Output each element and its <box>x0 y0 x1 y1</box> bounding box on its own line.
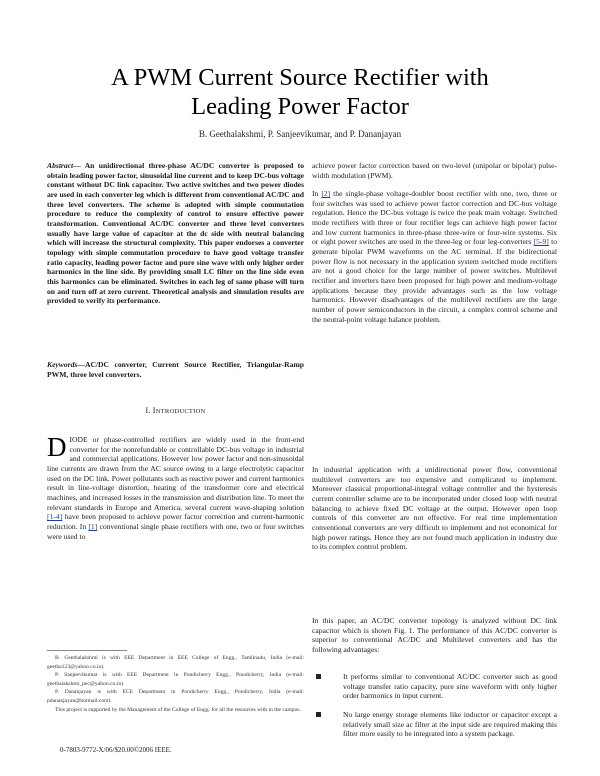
list-item <box>312 710 557 739</box>
advantages-list <box>312 672 557 748</box>
list-item <box>312 672 557 701</box>
list-item-text: No large energy storage elements like inductor or capacitor except a relatively small size ac filter at the input side are required making this filter more easily to be integrated into a system package. <box>343 709 557 739</box>
author-list: B. Geethalakshmi, P. Sanjeevikumar, and P. Dananjayan <box>198 129 402 139</box>
intro-text-a: IODE or phase-controlled rectifiers are widely used in the front-end converter for the nonrefundable or controllable DC-bus voltage in industrial and commercial applications. However low power factor and non-sinusoidal line currents are drawn from the AC source owing to a large electrolytic capacitor used on the DC link. Power pollutants such as reactive power and current harmonics result in line-voltage distortion, heating of the transformer core and electrical machines, and increased losses in the transmission and distribution line. To meet the relevant standards in Europe and America, several current wave-shaping solution <box>47 435 304 512</box>
footnotes <box>47 654 304 714</box>
abstract-text: — An unidirectional three-phase AC/DC converter is proposed to obtain leading power factor, sinusoidal line current and to keep DC-bus voltage constant without DC link capacitor. Two active switches and two power diodes are used in each converter leg which is different from conventional AC/DC and three level converters. The scheme is adopted with simple commutation procedure to reduce the complexity of control to ensure effective power transformation. Conventional AC/DC converter and three level converters usually have large value of capacitor at the dc side with neutral balancing which will increase the structural complexity. This paper endorses a converter topology with simple commutation procedure to have good voltage transfer ratio capacity, leading power factor and pure sine wave with only higher order harmonics in the line side. By providing small LC filter on the line side even this harmonics can be eliminated. Switches in each leg of same phase will turn on and turn off at zero current. Theoretical analysis and simulation results are provided to verify its performance. <box>47 161 304 306</box>
footnote: P. Dananjayan is with ECE Department in Pondicherry Engg., Pondicherry, India (e-mail: pdananjayan@hotmail.com). <box>47 689 304 704</box>
section-title-initial: I <box>152 406 156 415</box>
body-text: to generate bipolar PWM waveforms on the AC terminal. If the bidirectional power flow is not necessary in the application system switched mode rectifiers are not a good choice for the large number of power switches. Multilevel rectifier and inverters have been proposed for high power and medium-voltage applications because they provide advantages such as the low voltage harmonics. However disadvantages of the multilevel rectifiers are the large number of power semiconductors in the circuit, a complex control scheme and the neutral-point voltage balance problem. <box>312 237 557 324</box>
paper-title-line-1: A PWM Current Source Rectifier with <box>111 64 489 91</box>
keywords-text: —AC/DC converter, Current Source Rectifier, Triangular-Ramp PWM, three level converters. <box>47 360 304 379</box>
footnote-divider <box>47 650 127 651</box>
body-text: the single-phase voltage-doubler boost rectifier with one, two, three or four switches was used to achieve power factor correction and DC-bus voltage regulation. Hence the DC-bus voltage is twice the peak main voltage. Switched mode rectifiers with three or four rectifier legs can achieve high power factor and low current harmonics in three-phase three-wire or four-wire systems. Six or eight power switches are used in the three-leg or four leg-converters <box>312 189 557 247</box>
citation-link[interactable]: [1] <box>88 521 98 531</box>
footnote: B. Geethalakshmi is with EEE Department in EEE College of Engg., Tamilnadu, India (e-mail: geetha123@yahoo.co.in). <box>47 655 304 670</box>
citation-link[interactable]: [2] <box>321 189 331 198</box>
section-heading-introduction <box>47 406 304 415</box>
abstract-label: Abstract <box>47 161 74 170</box>
list-item-text: It performs similar to conventional AC/DC converter such as good voltage transfer ratio capacity, pure sine waveform with only higher order harmonics in input current. <box>343 672 557 701</box>
section-title-rest: NTRODUCTION <box>155 408 206 415</box>
isbn-line: 0-7803-9772-X/06/$20.00©2006 IEEE. <box>60 746 172 754</box>
bullet-square-icon <box>316 674 321 679</box>
body-paragraph: achieve power factor correction based on two-level (unipolar or bipolar) pulse-width modulation (PWM). <box>312 161 557 180</box>
keywords <box>47 360 304 379</box>
body-paragraph: In this paper, an AC/DC converter topology is analyzed without DC link capacitor which is shown Fig. 1. The performance of this AC/DC converter is superior to conventional AC/DC and Multilevel converters and has the following advantages: <box>312 616 557 654</box>
body-paragraph <box>312 189 557 324</box>
drop-cap: D <box>47 432 67 462</box>
section-numeral: I. <box>145 406 153 415</box>
intro-text-b: have been proposed to achieve power factor correction and current-harmonic reduction. In <box>47 512 304 531</box>
body-text: In <box>312 189 322 198</box>
bullet-square-icon <box>316 712 321 717</box>
introduction-paragraph <box>47 432 304 541</box>
intro-text-c: conventional single phase rectifiers with one, two or four switches were used to <box>47 521 304 541</box>
paper-title-line-2: Leading Power Factor <box>191 93 409 120</box>
footnote: This project is supported by the Management of the College of Engg. for all the resources with in the campus. <box>55 706 301 713</box>
citation-link[interactable]: [1-4] <box>47 512 63 522</box>
keywords-label: Keywords <box>47 360 78 369</box>
footnote: P. Sanjeevikumar is with EEE Department in Pondicherry Engg., Pondicherry, India (e-mail: geethalakshmi_pec@yahoo.co.in). <box>47 672 304 687</box>
abstract <box>47 161 304 306</box>
body-paragraph: In industrial application with a unidirectional power flow, conventional multilevel converters are too expensive and complicated to implement. Moreover classical proportional-integral voltage controller and the hysteresis current controller scheme are to be incorporated under closed loop with neutral balancing to achieve fixed DC voltage at the output. However open loop controls of this converter are not effective. For real time implementation conventional converters are very difficult to implement and not economical for high power ratings. Hence they are not found much application in industry due to its complex control problem. <box>312 465 557 552</box>
citation-link[interactable]: [5-9] <box>533 237 549 247</box>
